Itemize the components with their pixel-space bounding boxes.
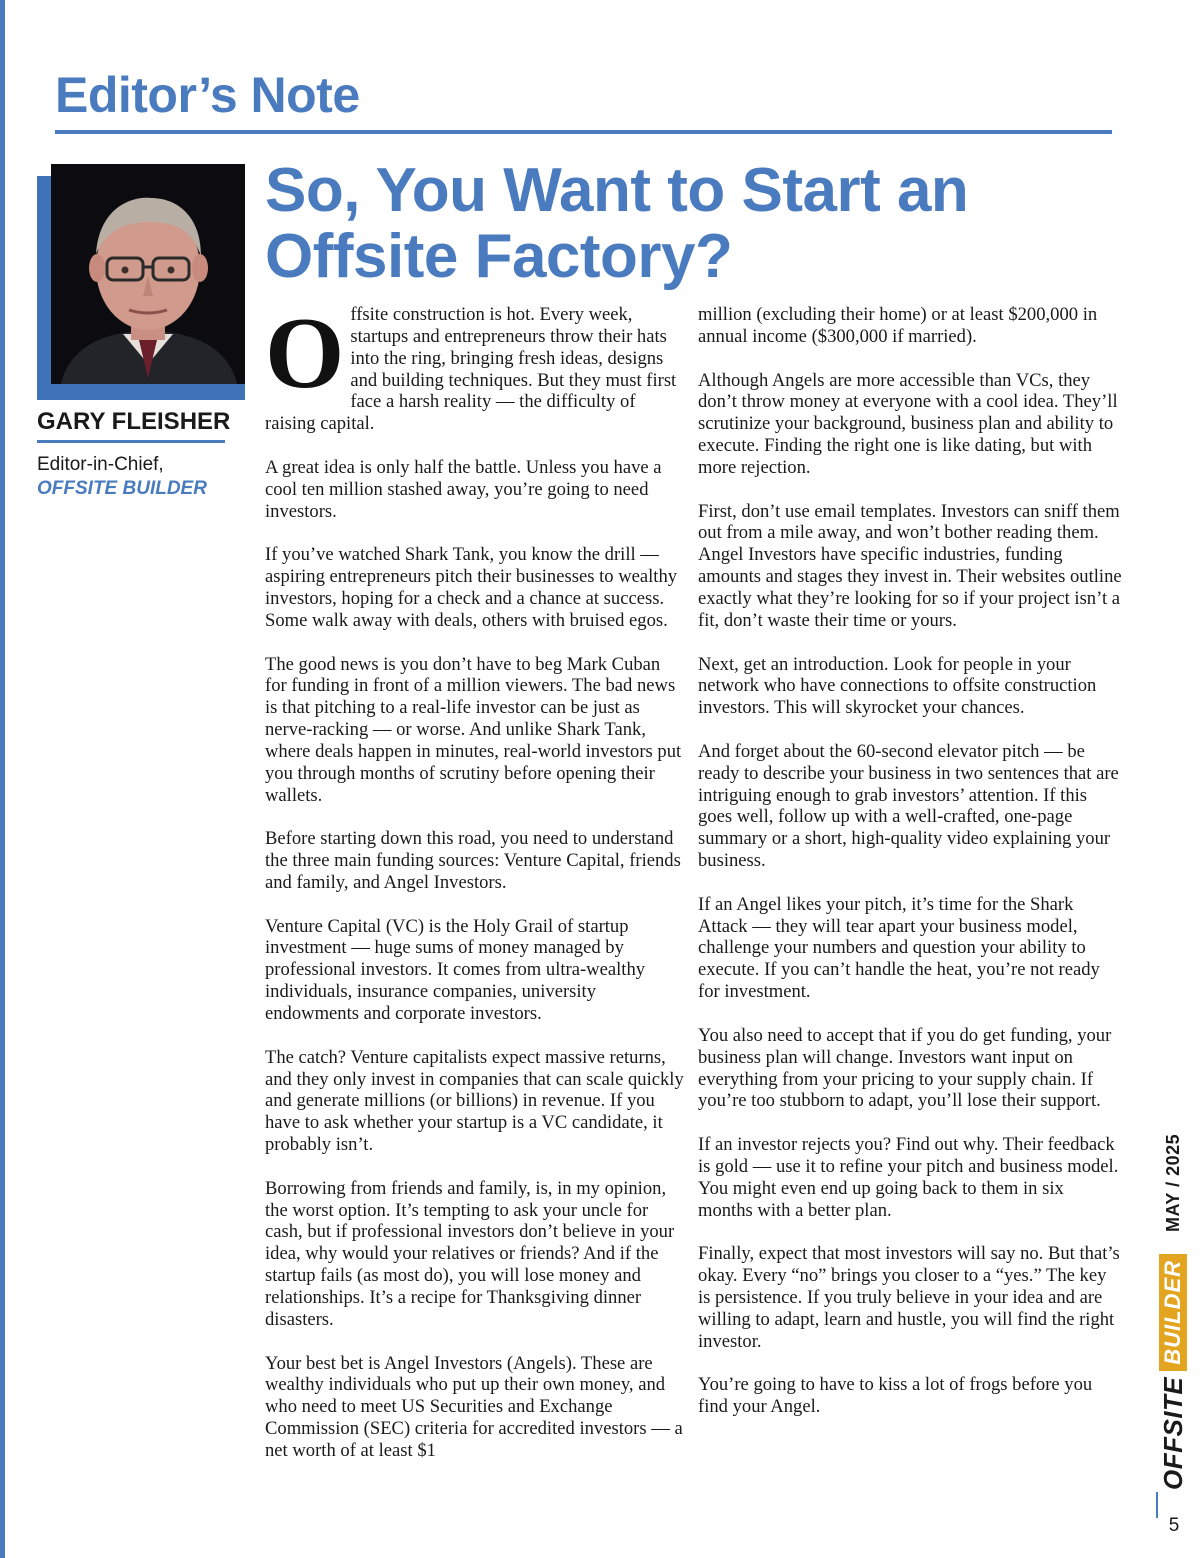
article-paragraph: If an Angel likes your pitch, it’s time for the Shark Attack — they will tear apart your business model, challenge your numbers and question your ability to execute. If you can’t handle the heat, you’re not ready for investment. [698,893,1100,1003]
article-paragraph: Borrowing from friends and family, is, in my opinion, the worst option. It’s tempting to ask your uncle for cash, but if professional investors don’t believe in your idea, why would your relatives or friends? And if the startup fails (as most do), you will lose money and relationships. It’s a recipe for Thanksgiving dinner disasters. [265,1177,675,1330]
article-paragraph: You’re going to have to kiss a lot of frogs before you find your Angel. [698,1374,1093,1418]
article-paragraph: Next, get an introduction. Look for people in your network who have connections to offsite construction investors. This will skyrocket your chances. [698,653,1097,719]
article-paragraph: A great idea is only half the battle. Unless you have a cool ten million stashed away, you’re going to need investors. [265,456,662,522]
author-photo [51,164,245,384]
article-paragraph: Before starting down this road, you need to understand the three main funding sources: Venture Capital, friends and family, and Angel Investors. [265,828,681,893]
photo-frame-accent-horizontal [37,384,245,400]
article-paragraph [265,297,685,435]
article-paragraph: Your best bet is Angel Investors (Angels). These are wealthy individuals who put up their own money, and who need to meet US Securities and Exchange Commission (SEC) criteria for accredited investors — a net worth of at least $1 [265,1352,683,1461]
article-paragraph: Finally, expect that most investors will say no. But that’s okay. Every “no” brings you closer to a “yes.” The key is persistence. If you truly believe in your idea and are willing to adapt, learn and hustle, you will find the right investor. [698,1243,1120,1352]
article-paragraph: If an investor rejects you? Find out why. Their feedback is gold — use it to refine your pitch and business model. You might even end up going back to them in six months with a better plan. [698,1134,1119,1221]
article-paragraph: And forget about the 60-second elevator pitch — be ready to describe your business in two sentences that are intriguing enough to grab investors’ attention. If this goes well, follow up with a well-crafted, one-page summary or a short, high-quality video explaining your business. [698,740,1119,872]
vertical-footer-brand [1156,1133,1190,1490]
article-paragraph: If you’ve watched Shark Tank, you know the drill — aspiring entrepreneurs pitch their businesses to wealthy investors, hoping for a check and a chance at success. Some walk away with deals, others with bruised egos. [265,544,678,631]
article-paragraph: You also need to accept that if you do get funding, your business plan will change. Investors want input on everything from your pricing to your supply chain. If you’re too stubborn to adapt, you’ll lose their support. [698,1024,1112,1112]
brand-logo-part-2: BUILDER [1159,1254,1187,1371]
section-heading: Editor’s Note [55,67,360,123]
page-number: 5 [1168,1515,1180,1536]
author-name: GARY FLEISHER [37,408,231,435]
issue-date: MAY / 2025 [1162,1133,1183,1232]
author-publication: OFFSITE BUILDER [37,478,207,499]
article-paragraph: The good news is you don’t have to beg Mark Cuban for funding in front of a million viewers. The bad news is that pitching to a real-life investor can be just as nerve-racking — or worse. And unlike Shark Tank, where deals happen in minutes, real-world investors put you through months of scrutiny before opening their wallets. [265,653,682,806]
article-column-2 [698,304,1123,1440]
author-portrait-illustration [51,164,245,384]
article-paragraph: Venture Capital (VC) is the Holy Grail of startup investment — huge sums of money managed by professional investors. It comes from ultra-wealthy individuals, insurance companies, university endowments and corporate investors. [265,915,646,1024]
page-number-rule [1156,1492,1158,1518]
left-edge-rule [0,0,5,1558]
photo-frame-accent-vertical [37,176,51,400]
article-paragraph: million (excluding their home) or at least $200,000 in annual income ($300,000 if married). [698,304,1098,347]
article-paragraph-text: ffsite construction is hot. Every week, startups and entrepreneurs throw their hats into the ring, bringing fresh ideas, designs and building techniques. But they must first face a harsh reality — the difficulty of raising capital. [265,304,677,435]
article-paragraph: First, don’t use email templates. Investors can sniff them out from a mile away, and won’t bother reading them. Angel Investors have specific industries, funding amounts and stages they invest in. Their websites outline exactly what they’re looking for so if your project isn’t a fit, don’t waste their time or yours. [698,500,1122,631]
author-name-rule [37,440,225,443]
drop-cap: O [265,297,345,410]
article-column-1 [265,297,685,1484]
brand-logo-part-1: OFFSITE [1157,1376,1188,1490]
article-headline: So, You Want to Start an Offsite Factory? [265,156,969,291]
section-heading-rule [55,130,1112,134]
article-paragraph: The catch? Venture capitalists expect massive returns, and they only invest in companies that can scale quickly and generate millions (or billions) in revenue. If you have to ask whether your startup is a VC candidate, it probably isn’t. [265,1046,684,1156]
article-paragraph: Although Angels are more accessible than VCs, they don’t throw money at everyone with a cool idea. They’ll scrutinize your background, business plan and ability to execute. Finding the right one is like dating, but with more rejection. [698,369,1118,478]
author-role: Editor-in-Chief, [37,454,164,475]
